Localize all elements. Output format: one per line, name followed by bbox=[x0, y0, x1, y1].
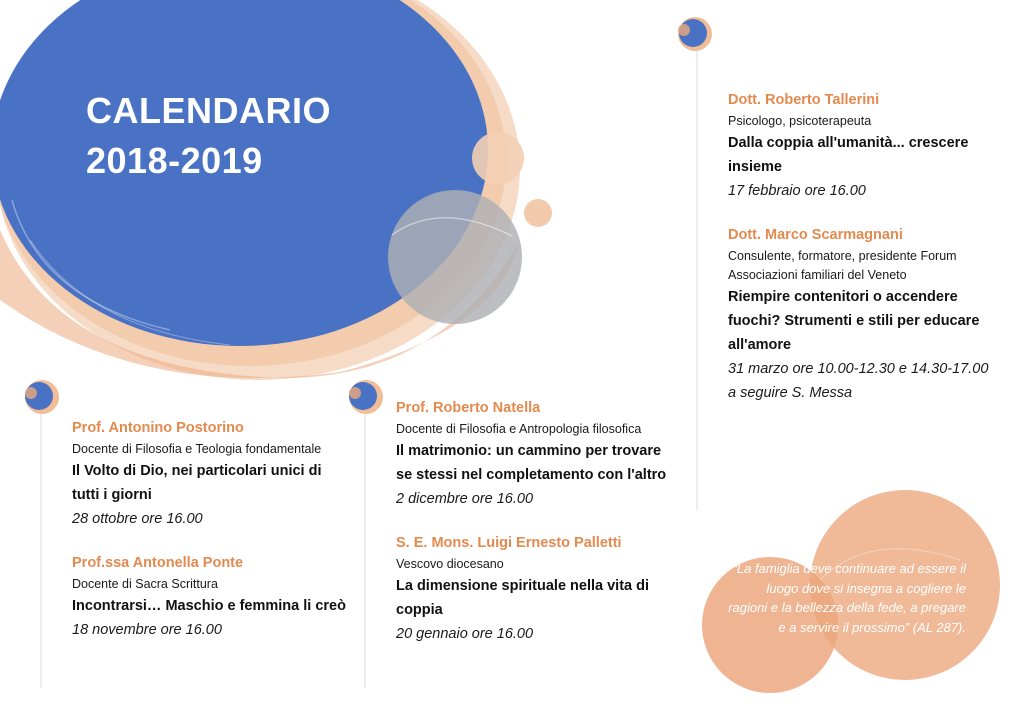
peach-dot-decoration bbox=[472, 132, 524, 184]
event-speaker: Prof. Roberto Natella bbox=[396, 400, 541, 416]
event-speaker: Prof. Antonino Postorino bbox=[72, 420, 244, 436]
event-tallerini bbox=[728, 90, 1010, 203]
event-date: 2 dicembre ore 16.00 bbox=[396, 491, 534, 507]
event-title: Riempire contenitori o accendere fuochi? Strumenti e stili per educare all'amore bbox=[728, 289, 980, 353]
event-title: Dalla coppia all'umanità... crescere insieme bbox=[728, 135, 969, 175]
timeline-dot-2 bbox=[349, 380, 383, 414]
timeline-dot-3 bbox=[678, 17, 712, 51]
peach-dot-small-decoration bbox=[524, 199, 552, 227]
event-title: Il matrimonio: un cammino per trovare se stessi nel completamento con l'altro bbox=[396, 443, 667, 483]
event-speaker: Dott. Roberto Tallerini bbox=[728, 92, 880, 108]
event-speaker: S. E. Mons. Luigi Ernesto Palletti bbox=[396, 535, 622, 551]
event-scarmagnani bbox=[728, 225, 1010, 405]
gray-circle-decoration bbox=[388, 190, 522, 324]
timeline-dot-1 bbox=[25, 380, 59, 414]
event-speaker: Prof.ssa Antonella Ponte bbox=[72, 555, 244, 571]
quote-text: “La famiglia deve continuare ad essere il luogo dove si insegna a cogliere le ragioni e la bellezza della fede, a pregare e a servire il prossimo” (AL 287). bbox=[728, 561, 966, 635]
events-column-1 bbox=[72, 418, 352, 664]
event-role: Psicologo, psicoterapeuta bbox=[728, 114, 872, 128]
events-column-3 bbox=[728, 90, 1010, 427]
event-ponte bbox=[72, 553, 352, 642]
event-role: Docente di Filosofia e Antropologia filosofica bbox=[396, 422, 642, 436]
title-line-2: 2018-2019 bbox=[86, 140, 263, 181]
event-role: Docente di Sacra Scrittura bbox=[72, 577, 218, 591]
event-date: 17 febbraio ore 16.00 bbox=[728, 183, 866, 199]
event-postorino bbox=[72, 418, 352, 531]
event-title: Il Volto di Dio, nei particolari unici di tutti i giorni bbox=[72, 463, 322, 503]
event-natella bbox=[396, 398, 671, 511]
brush-circle-decoration bbox=[0, 0, 520, 380]
event-date: 28 ottobre ore 16.00 bbox=[72, 511, 203, 527]
event-date: 31 marzo ore 10.00-12.30 e 14.30-17.00 bbox=[728, 361, 989, 377]
title-line-1: CALENDARIO bbox=[86, 90, 331, 131]
event-title: La dimensione spirituale nella vita di coppia bbox=[396, 578, 650, 618]
event-speaker: Dott. Marco Scarmagnani bbox=[728, 227, 903, 243]
event-note: a seguire S. Messa bbox=[728, 385, 853, 401]
event-role: Docente di Filosofia e Teologia fondamentale bbox=[72, 442, 322, 456]
event-role: Vescovo diocesano bbox=[396, 557, 504, 571]
event-role: Consulente, formatore, presidente Forum Associazioni familiari del Veneto bbox=[728, 249, 957, 282]
event-date: 18 novembre ore 16.00 bbox=[72, 622, 222, 638]
event-palletti bbox=[396, 533, 671, 646]
page-title bbox=[86, 86, 331, 186]
events-column-2 bbox=[396, 398, 671, 668]
event-title: Incontrarsi… Maschio e femmina li creò bbox=[72, 598, 346, 614]
event-date: 20 gennaio ore 16.00 bbox=[396, 626, 534, 642]
